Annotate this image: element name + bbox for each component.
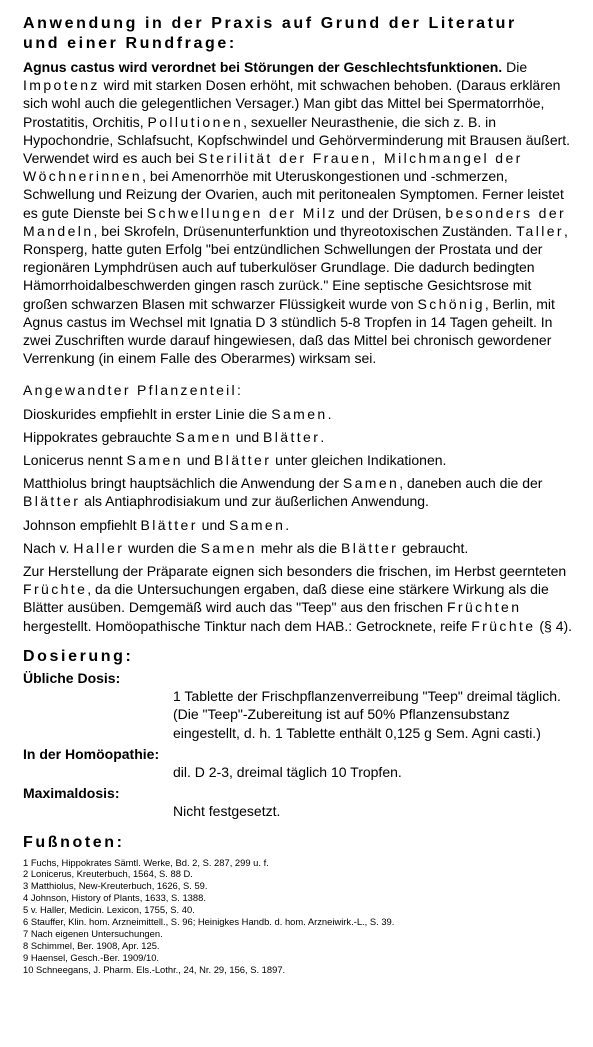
footnote-item: 7 Nach eigenen Untersuchungen. <box>23 927 163 939</box>
footnote-item: 6 Stauffer, Klin. hom. Arzneimittell., S. 96; Heinigkes Handb. d. hom. Arzneiwirk.-L., S. 39. <box>23 916 395 928</box>
plant-part-heading: Angewandter Pflanzenteil: <box>23 382 244 399</box>
text-run: mehr als die <box>256 539 341 556</box>
text-run: Die <box>502 59 528 75</box>
spaced-emphasis-text: Samen <box>175 428 232 445</box>
footnote-item: 9 Haensel, Gesch.-Ber. 1909/10. <box>23 951 160 963</box>
max-dose-value: Nicht festgesetzt. <box>173 803 281 820</box>
text-run: Zur Herstellung der Präparate eignen sich besonders die frischen, im Herbst geernteten <box>23 563 567 580</box>
spaced-emphasis-text: Samen <box>126 452 183 469</box>
text-run: , Ronsperg, hatte guten Erfolg "bei entzündlichen Schwellungen der Prostata und der regionären Lymphdrüsen auch auf tuberkulöser Grundlage. Die dadurch bedingten Hämorrhoidalbeschwerden gingen rasch zurück." Eine septische Gesichtsrose mit großen schwarzen Blasen mit schwarzer Flüssigkeit wurde von <box>23 222 568 312</box>
spaced-emphasis-text: Impotenz <box>23 77 100 94</box>
footnote-item: 8 Schimmel, Ber. 1908, Apr. 125. <box>23 939 160 951</box>
text-run: . <box>320 428 325 445</box>
text-run: , Berlin, mit Agnus castus im Wechsel mit Ignatia D 3 stündlich 5-8 Tropfen in 14 Tagen geheilt. In zwei Zuschriften wurde darauf hingewiesen, daß das Mittel bei chronisch gewordener Verrenkung (in einem Falle des Oberarmes) wirksam sei. <box>23 295 555 367</box>
footnote-item: 2 Lonicerus, Kreuterbuch, 1564, S. 88 D. <box>23 868 193 880</box>
text-run: . <box>327 405 332 422</box>
spaced-emphasis-text: Blätter <box>214 452 272 469</box>
text-run: (§ 4). <box>535 617 573 634</box>
plant-part-line <box>23 562 573 635</box>
text-run: als Antiaphrodisiakum und zur äußerlichen Anwendung. <box>80 493 429 510</box>
title-line-1: Anwendung in der Praxis auf Grund der Literatur <box>23 15 517 32</box>
footnote-item: 10 Schneegans, J. Pharm. Els.-Lothr., 24, Nr. 29, 156, S. 1897. <box>23 963 286 975</box>
text-run: , daneben auch die der <box>399 475 543 492</box>
text-run: unter gleichen Indikationen. <box>271 452 447 469</box>
text-run: Lonicerus nennt <box>23 452 127 469</box>
spaced-emphasis-text: Taller <box>516 222 564 239</box>
spaced-emphasis-text: Samen <box>228 516 286 533</box>
text-run: wurden die <box>124 539 201 556</box>
footnote-item: 3 Matthiolus, New-Kreuterbuch, 1626, S. 59. <box>23 880 208 892</box>
text-run: und <box>231 428 264 445</box>
spaced-emphasis-text: Samen <box>200 539 257 556</box>
homeopathy-value: dil. D 2-3, dreimal täglich 10 Tropfen. <box>173 763 402 780</box>
text-run: hergestellt. Homöopathische Tinktur nach dem HAB.: Getrocknete, reife <box>23 617 472 634</box>
spaced-emphasis-text: Schönig <box>417 295 485 312</box>
bold-text: Agnus castus wird verordnet bei Störungen der Geschlechtsfunktionen. <box>23 59 503 75</box>
usual-dose-label: Übliche Dosis: <box>23 669 121 686</box>
spaced-emphasis-text: Sterilität der Frauen, Milchmangel der Wöchnerinnen <box>23 150 523 185</box>
footnote-item: 1 Fuchs, Hippokrates Sämtl. Werke, Bd. 2, S. 287, 299 u. f. <box>23 856 269 868</box>
text-run: . <box>285 516 290 533</box>
text-run: wird mit starken Dosen erhöht, mit schwachen behoben. (Daraus erklären sich wohl auch die gelegentlichen Versager.) Man gibt das Mittel bei Spermatorrhöe, Prostatitis, Orchitis, <box>23 77 561 130</box>
text-run: Johnson empfiehlt <box>23 516 141 533</box>
spaced-emphasis-text: Schwellungen der Milz <box>146 204 338 221</box>
text-run: und <box>197 516 229 533</box>
spaced-emphasis-text: Blätter <box>263 428 321 445</box>
spaced-emphasis-text: Früchten <box>446 599 522 616</box>
text-run: , bei Skrofeln, Drüsenunterfunktion und thyreotoxischen Zuständen. <box>93 222 517 239</box>
dosage-heading: Dosierung: <box>23 647 134 665</box>
spaced-emphasis-text: besonders der Mandeln <box>23 204 567 239</box>
plant-part-line <box>23 539 573 557</box>
plant-part-list <box>23 405 573 635</box>
text-run: Nach v. <box>23 539 74 556</box>
spaced-emphasis-text: Haller <box>73 539 125 556</box>
plant-part-line <box>23 405 573 423</box>
footnotes-list <box>23 857 573 976</box>
text-run: Matthiolus bringt hauptsächlich die Anwendung der <box>23 475 343 492</box>
usual-dose-value: 1 Tablette der Frischpflanzenverreibung "Teep" dreimal täglich. (Die "Teep"-Zubereitung ist auf 50% Pflanzensubstanz eingestellt, d. h. 1 Tablette enthält 0,125 g Sem. Agni casti.) <box>173 688 561 741</box>
max-dose-label: Maximaldosis: <box>23 785 120 802</box>
spaced-emphasis-text: Samen <box>342 475 400 492</box>
text-run: gebraucht. <box>398 539 469 556</box>
footnotes-heading: Fußnoten: <box>23 833 125 851</box>
spaced-emphasis-text: Früchte <box>23 581 88 598</box>
text-run: , da die Untersuchungen ergaben, daß diese eine stärkere Wirkung als die Blätter ausüben. Demgemäß wird auch das "Teep" aus den frischen <box>23 581 549 616</box>
footnote-item: 4 Johnson, History of Plants, 1633, S. 1388. <box>23 892 206 904</box>
text-run: und <box>182 452 215 469</box>
spaced-emphasis-text: Blätter <box>340 539 399 556</box>
footnote-item: 5 v. Haller, Medicin. Lexicon, 1755, S. 40. <box>23 904 195 916</box>
plant-part-line <box>23 451 573 469</box>
section-title <box>23 14 573 54</box>
indications-paragraph <box>23 58 573 367</box>
text-run: Dioskurides empfiehlt in erster Linie die <box>23 405 272 422</box>
spaced-emphasis-text: Pollutionen <box>147 113 244 130</box>
title-line-2: und einer Rundfrage: <box>23 35 237 52</box>
text-run: , sexueller Neurasthenie, die sich z. B. in Hypochondrie, Schlafsucht, Kopfschwindel und Gehörverminderung mit Brausen äußert. Verwendet wird es auch bei <box>23 113 571 167</box>
spaced-emphasis-text: Samen <box>271 405 328 422</box>
homeopathy-label: In der Homöopathie: <box>23 745 160 762</box>
plant-part-line <box>23 516 573 534</box>
plant-part-line <box>23 428 573 446</box>
spaced-emphasis-text: Blätter <box>140 516 198 533</box>
text-run: , bei Amenorrhöe mit Uteruskongestionen und -schmerzen, Schwellung und Reizung der Ovarien, auch mit peritonealen Symptomen. Ferner leistet es gute Dienste bei <box>23 168 564 221</box>
text-run: Hippokrates gebrauchte <box>23 428 176 445</box>
plant-part-line <box>23 474 573 510</box>
text-run: und der Drüsen, <box>337 204 446 221</box>
spaced-emphasis-text: Blätter <box>23 493 81 510</box>
spaced-emphasis-text: Früchte <box>471 617 536 634</box>
